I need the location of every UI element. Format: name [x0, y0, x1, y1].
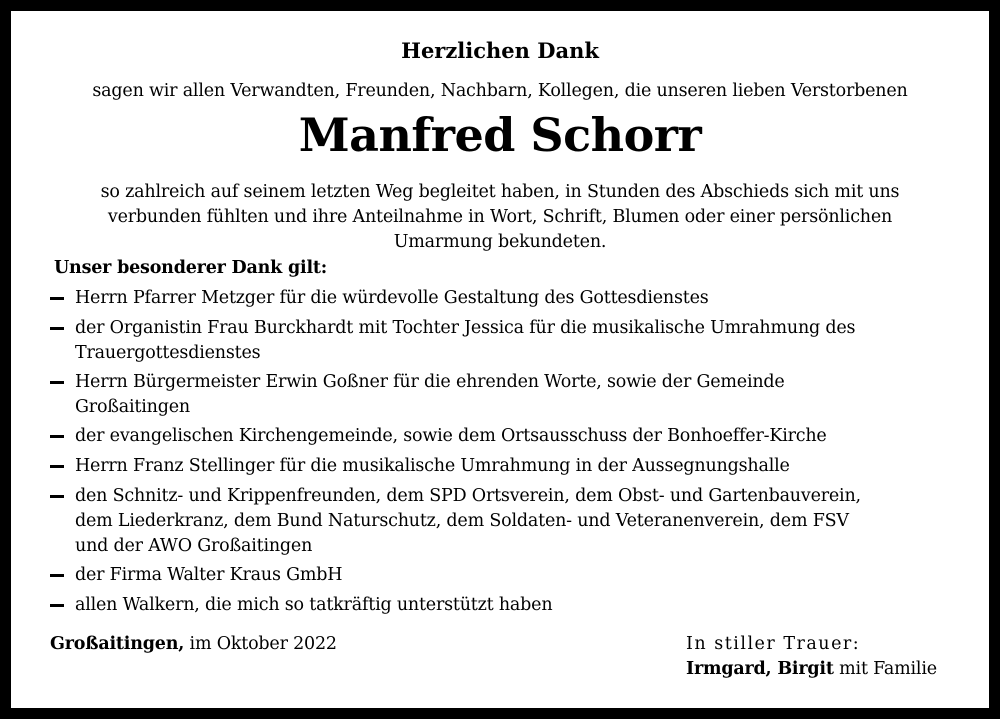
list-item-line: der evangelischen Kirchengemeinde, sowie dem Ortsausschuss der Bonhoeffer-Kirche: [75, 426, 827, 446]
place-date: [50, 634, 337, 654]
mourners-names: Irmgard, Birgit: [686, 659, 834, 679]
paragraph-line: verbunden fühlten und ihre Anteilnahme in Wort, Schrift, Blumen oder einer persönlichen: [107, 207, 893, 227]
thanks-paragraph: [40, 180, 960, 255]
bullet-dash: [50, 465, 64, 468]
bullet-dash: [50, 297, 64, 300]
mourners-line: [686, 659, 937, 679]
list-item: [75, 454, 965, 479]
list-item-line: den Schnitz- und Krippenfreunden, dem SPD Ortsverein, dem Obst- und Gartenbauverein,: [75, 486, 861, 506]
list-item: [75, 316, 965, 366]
notice-title: Herzlichen Dank: [401, 38, 599, 63]
bullet-dash: [50, 495, 64, 498]
list-item-line: allen Walkern, die mich so tatkräftig unterstützt haben: [75, 595, 553, 615]
list-item: [75, 563, 965, 588]
intro-line: sagen wir allen Verwandten, Freunden, Nachbarn, Kollegen, die unseren lieben Verstorbenen: [92, 81, 908, 101]
bullet-dash: [50, 574, 64, 577]
deceased-name: Manfred Schorr: [298, 108, 702, 162]
list-item-line: Herrn Franz Stellinger für die musikalische Umrahmung in der Aussegnungshalle: [75, 456, 790, 476]
list-item: [75, 484, 965, 559]
list-item-line: Herrn Bürgermeister Erwin Goßner für die ehrenden Worte, sowie der Gemeinde: [75, 372, 785, 392]
list-item-line: dem Liederkranz, dem Bund Naturschutz, dem Soldaten- und Veteranenverein, dem FSV: [75, 511, 849, 531]
list-item-line: Trauergottesdienstes: [75, 343, 261, 363]
paragraph-line: so zahlreich auf seinem letzten Weg begleitet haben, in Stunden des Abschieds sich mit uns: [100, 182, 900, 202]
bullet-dash: [50, 381, 64, 384]
list-item: [75, 370, 965, 420]
list-item-line: Großaitingen: [75, 397, 190, 417]
list-item: [75, 286, 965, 311]
bullet-dash: [50, 604, 64, 607]
thanks-heading: Unser besonderer Dank gilt:: [54, 258, 328, 278]
mourning-label: In stiller Trauer:: [686, 634, 861, 654]
place-name: Großaitingen,: [50, 634, 185, 654]
bullet-dash: [50, 435, 64, 438]
list-item: [75, 593, 965, 618]
date-text: im Oktober 2022: [189, 634, 337, 654]
mourners-suffix: mit Familie: [839, 659, 937, 679]
list-item-line: und der AWO Großaitingen: [75, 536, 313, 556]
bullet-dash: [50, 327, 64, 330]
list-item-line: Herrn Pfarrer Metzger für die würdevolle Gestaltung des Gottesdienstes: [75, 288, 709, 308]
list-item-line: der Firma Walter Kraus GmbH: [75, 565, 343, 585]
list-item: [75, 424, 965, 449]
paragraph-line: Umarmung bekundeten.: [393, 232, 607, 252]
list-item-line: der Organistin Frau Burckhardt mit Tochter Jessica für die musikalische Umrahmung des: [75, 318, 856, 338]
